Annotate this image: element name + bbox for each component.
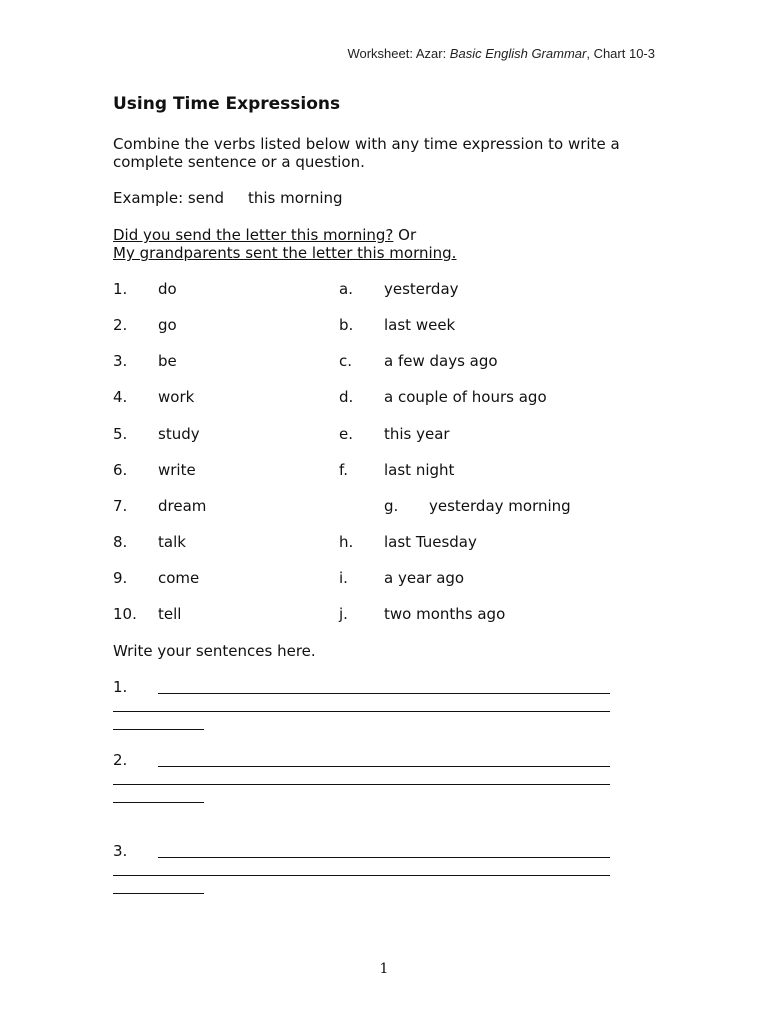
answer-line[interactable] [113,784,610,785]
time-expression: yesterday [384,280,459,298]
answer-line[interactable] [158,766,610,767]
time-expression: a couple of hours ago [384,388,547,406]
verb-word: be [158,352,177,370]
time-expression: a year ago [384,569,465,587]
verb-word: tell [158,605,182,623]
time-letter: d. [339,388,354,406]
instructions-line-2: complete sentence or a question. [113,153,365,171]
time-expression: a few days ago [384,352,498,370]
verb-number: 1. [113,280,128,298]
verb-word: do [158,280,177,298]
verb-number: 4. [113,388,128,406]
time-expression: last week [384,316,456,334]
verb-word: work [158,388,195,406]
time-letter: a. [339,280,353,298]
example-answer-2: My grandparents sent the letter this morning. [113,244,457,262]
example-or: Or [393,226,417,244]
verb-word: study [158,425,200,443]
answer-line[interactable] [113,875,610,876]
verb-word: go [158,316,177,334]
time-expression: two months ago [384,605,506,623]
verb-word: dream [158,497,207,515]
instructions-line-1: Combine the verbs listed below with any time expression to write a [113,135,620,153]
write-prompt: Write your sentences here. [113,642,316,660]
page-number: 1 [379,961,389,977]
verb-number: 6. [113,461,128,479]
example-question: Did you send the letter this morning? [113,226,394,244]
time-letter: h. [339,533,354,551]
verb-number: 5. [113,425,128,443]
page-title: Using Time Expressions [113,94,341,114]
answer-line[interactable] [158,693,610,694]
answer-number: 2. [113,751,128,769]
time-letter: b. [339,316,354,334]
answer-line[interactable] [113,729,204,730]
verb-number: 9. [113,569,128,587]
worksheet-header [347,45,655,63]
verb-number: 10. [113,605,137,623]
time-letter: g. [384,497,399,515]
header-suffix: , Chart 10-3 [586,46,655,61]
verb-number: 7. [113,497,128,515]
verb-word: talk [158,533,186,551]
example-phrase: this morning [248,189,343,207]
verb-word: write [158,461,196,479]
time-letter: c. [339,352,353,370]
example-label: Example: send [113,189,224,207]
verb-number: 2. [113,316,128,334]
answer-line[interactable] [113,802,204,803]
time-letter: j. [339,605,348,623]
verb-number: 3. [113,352,128,370]
answer-number: 3. [113,842,128,860]
answer-line[interactable] [158,857,610,858]
answer-line[interactable] [113,711,610,712]
time-letter: i. [339,569,348,587]
answer-number: 1. [113,678,128,696]
time-letter: f. [339,461,348,479]
time-expression: last night [384,461,455,479]
time-expression: last Tuesday [384,533,477,551]
verb-number: 8. [113,533,128,551]
verb-word: come [158,569,200,587]
time-expression: yesterday morning [429,497,571,515]
time-expression: this year [384,425,450,443]
header-book-title: Basic English Grammar [449,46,587,61]
answer-line[interactable] [113,893,204,894]
time-letter: e. [339,425,353,443]
header-prefix: Worksheet: Azar: [347,46,450,61]
example-answer-1 [113,226,416,244]
